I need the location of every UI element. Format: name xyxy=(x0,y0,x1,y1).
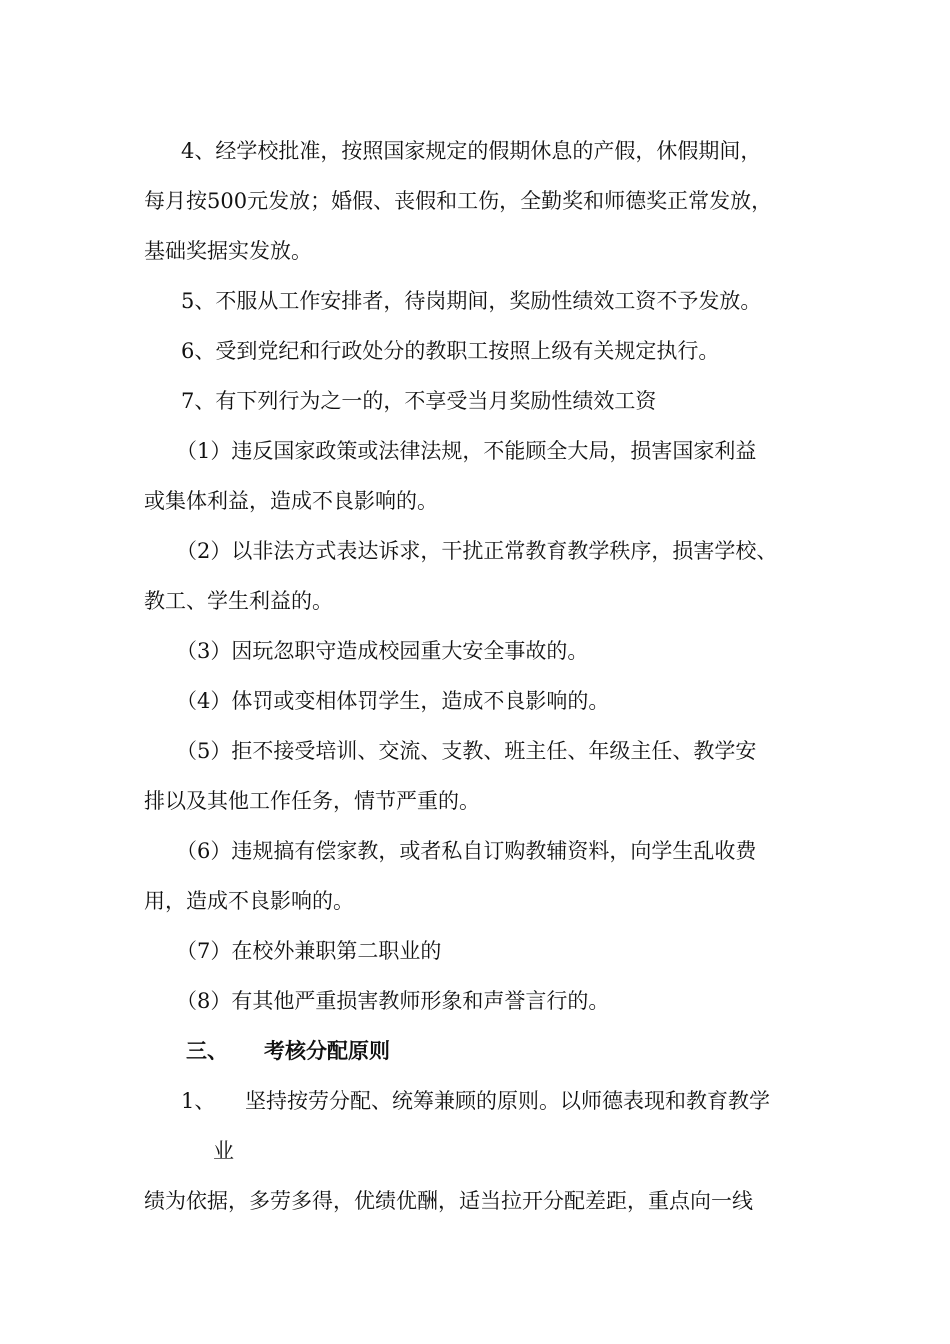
paragraph-line: （6）违规搞有偿家教，或者私自订购教辅资料，向学生乱收费 xyxy=(176,839,757,863)
paragraph-line: 基础奖据实发放。 xyxy=(144,239,312,263)
paragraph-line: 排以及其他工作任务，情节严重的。 xyxy=(144,789,480,813)
list-item-number: 1、 xyxy=(181,1089,216,1113)
paragraph-line: 6、受到党纪和行政处分的教职工按照上级有关规定执行。 xyxy=(181,339,720,363)
section-heading xyxy=(186,1036,390,1066)
paragraph-line: 教工、学生利益的。 xyxy=(144,589,333,613)
section-number: 三、 xyxy=(186,1039,228,1063)
paragraph-line: 每月按500元发放；婚假、丧假和工伤，全勤奖和师德奖正常发放， xyxy=(144,189,773,213)
list-item-continuation: 绩为依据，多劳多得，优绩优酬，适当拉开分配差距，重点向一线 xyxy=(144,1189,753,1213)
list-item-text: 坚持按劳分配、统筹兼顾的原则。以师德表现和教育教学 xyxy=(245,1089,770,1113)
paragraph-line: （3）因玩忽职守造成校园重大安全事故的。 xyxy=(176,639,589,663)
paragraph-line: 7、有下列行为之一的，不享受当月奖励性绩效工资 xyxy=(181,389,657,413)
paragraph-line: （8）有其他严重损害教师形象和声誉言行的。 xyxy=(176,989,610,1013)
section-title: 考核分配原则 xyxy=(264,1039,390,1063)
paragraph-line: 或集体利益，造成不良影响的。 xyxy=(144,489,438,513)
paragraph-line: 4、经学校批准，按照国家规定的假期休息的产假，休假期间， xyxy=(181,139,762,163)
list-item-wrap: 业 xyxy=(213,1139,234,1163)
paragraph-line: 5、不服从工作安排者，待岗期间，奖励性绩效工资不予发放。 xyxy=(181,289,762,313)
paragraph-line: （1）违反国家政策或法律法规，不能顾全大局，损害国家利益 xyxy=(176,439,757,463)
paragraph-line: 用，造成不良影响的。 xyxy=(144,889,354,913)
paragraph-line: （5）拒不接受培训、交流、支教、班主任、年级主任、教学安 xyxy=(176,739,757,763)
paragraph-line: （7）在校外兼职第二职业的 xyxy=(176,939,442,963)
paragraph-line: （2）以非法方式表达诉求，干扰正常教育教学秩序，损害学校、 xyxy=(176,539,778,563)
paragraph-line: （4）体罚或变相体罚学生，造成不良影响的。 xyxy=(176,689,610,713)
